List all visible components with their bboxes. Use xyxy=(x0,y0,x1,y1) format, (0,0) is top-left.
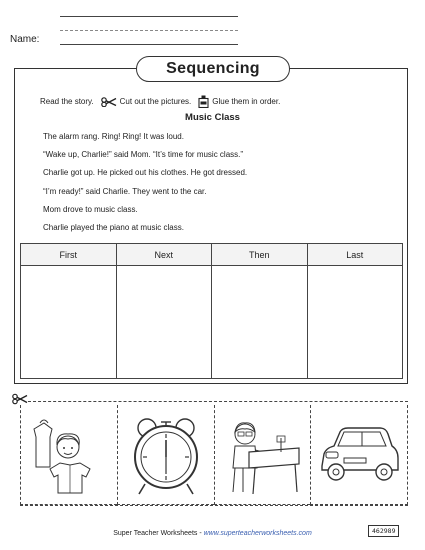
alarm-clock-picture xyxy=(123,412,209,498)
column-header-then: Then xyxy=(212,244,308,265)
column-header-last: Last xyxy=(346,250,364,260)
story-line: “I’m ready!” said Charlie. They went to the car. xyxy=(43,186,207,196)
story-line: Mom drove to music class. xyxy=(43,204,138,214)
name-label: Name: xyxy=(10,34,40,45)
story-line: The alarm rang. Ring! Ring! It was loud. xyxy=(43,132,184,141)
clothes-picture xyxy=(26,415,112,495)
footer xyxy=(0,530,425,537)
card-car[interactable] xyxy=(310,405,408,505)
footer-url-link[interactable]: www.superteacherworksheets.com xyxy=(203,530,312,537)
sequence-table xyxy=(20,243,403,379)
instruction-glue: Glue them in order. xyxy=(212,97,281,106)
card-alarm-clock[interactable] xyxy=(117,405,214,505)
instructions xyxy=(40,95,280,108)
story-text xyxy=(43,128,247,237)
story-title: Music Class xyxy=(185,112,240,123)
worksheet-code: 462989 xyxy=(368,525,399,537)
worksheet-title xyxy=(136,56,290,82)
name-guide-top xyxy=(60,16,238,17)
column-header-next: Next xyxy=(117,244,213,265)
name-guide-middle xyxy=(60,30,238,31)
scissors-icon xyxy=(101,97,117,107)
card-clothes[interactable] xyxy=(20,405,117,505)
glue-icon xyxy=(198,95,209,108)
sequence-table-body xyxy=(21,266,402,379)
card-piano[interactable] xyxy=(214,405,311,505)
glue-slot-next[interactable] xyxy=(117,266,213,379)
cut-line xyxy=(28,401,408,402)
car-picture xyxy=(316,420,402,490)
cutout-cards xyxy=(20,405,408,505)
story-line: Charlie played the piano at music class. xyxy=(43,223,184,233)
glue-slot-last[interactable] xyxy=(308,266,403,379)
instruction-read: Read the story. xyxy=(40,97,94,106)
glue-slot-then[interactable] xyxy=(212,266,308,379)
column-header-first: First xyxy=(21,244,117,265)
glue-slot-first[interactable] xyxy=(21,266,117,379)
footer-brand: Super Teacher Worksheets - xyxy=(113,530,204,537)
sequence-table-header xyxy=(21,244,402,266)
instruction-cut: Cut out the pictures. xyxy=(119,97,192,106)
story-line: “Wake up, Charlie!” said Mom. “It’s time for music class.” xyxy=(43,150,244,160)
name-field-line[interactable] xyxy=(60,44,238,45)
cut-line-bottom xyxy=(20,505,408,506)
story-line: Charlie got up. He picked out his clothes. He got dressed. xyxy=(43,168,248,178)
piano-picture xyxy=(219,412,305,498)
worksheet-title-text: Sequencing xyxy=(166,60,260,77)
